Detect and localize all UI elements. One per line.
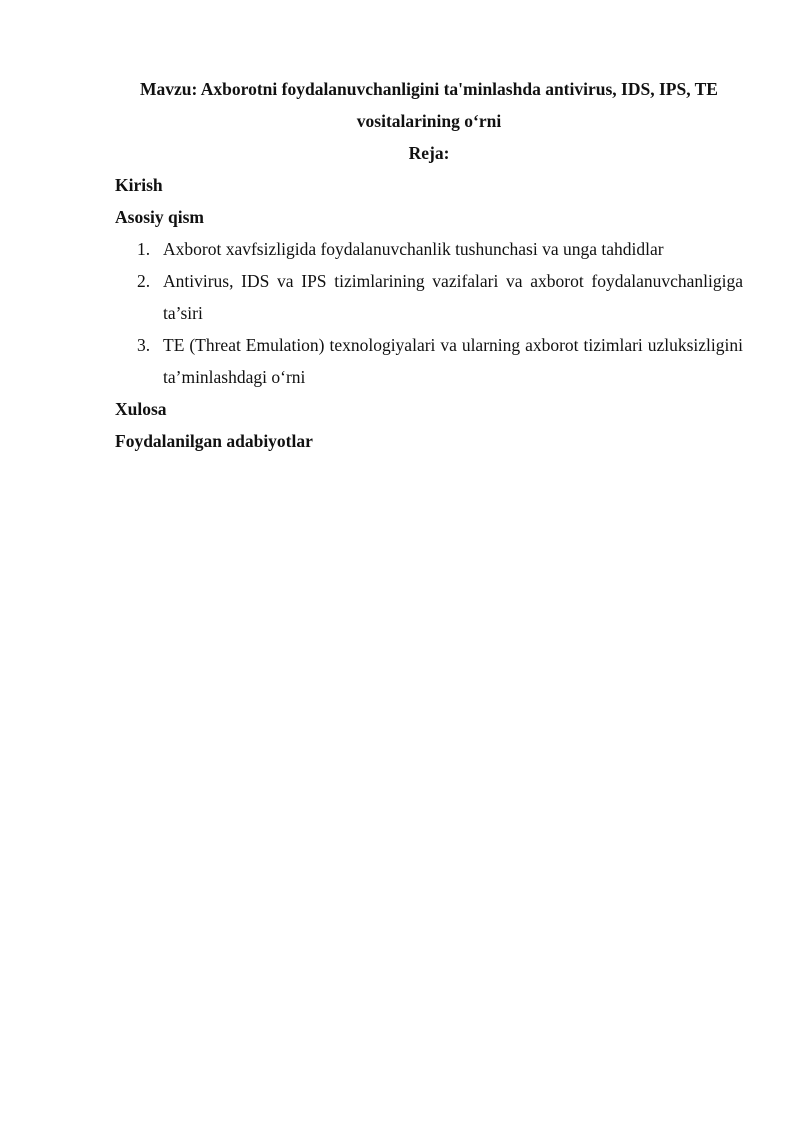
plan-heading: Reja: xyxy=(408,143,450,163)
plan-list-item xyxy=(137,233,743,265)
list-item-number: 3. xyxy=(137,335,151,355)
section-intro: Kirish xyxy=(115,175,163,195)
list-item-text: TE (Threat Emulation) texnologiyalari va ularning axborot tizimlari uzluksizligini ta’minlashdagi o‘rni xyxy=(163,335,743,387)
plan-list-item xyxy=(137,329,743,393)
plan-list-item xyxy=(137,265,743,329)
list-item-number: 2. xyxy=(137,271,151,291)
section-main-part: Asosiy qism xyxy=(115,207,204,227)
document-title: Mavzu: Axborotni foydalanuvchanligini ta'minlashda antivirus, IDS, IPS, TE vositalarining o‘rni xyxy=(140,79,718,131)
section-references: Foydalanilgan adabiyotlar xyxy=(115,431,313,451)
list-item-text: Antivirus, IDS va IPS tizimlarining vazifalari va axborot foydalanuvchanligiga ta’siri xyxy=(163,271,743,323)
section-conclusion: Xulosa xyxy=(115,399,167,419)
plan-list xyxy=(115,233,743,393)
list-item-number: 1. xyxy=(137,239,151,259)
list-item-text: Axborot xavfsizligida foydalanuvchanlik tushunchasi va unga tahdidlar xyxy=(163,239,664,259)
